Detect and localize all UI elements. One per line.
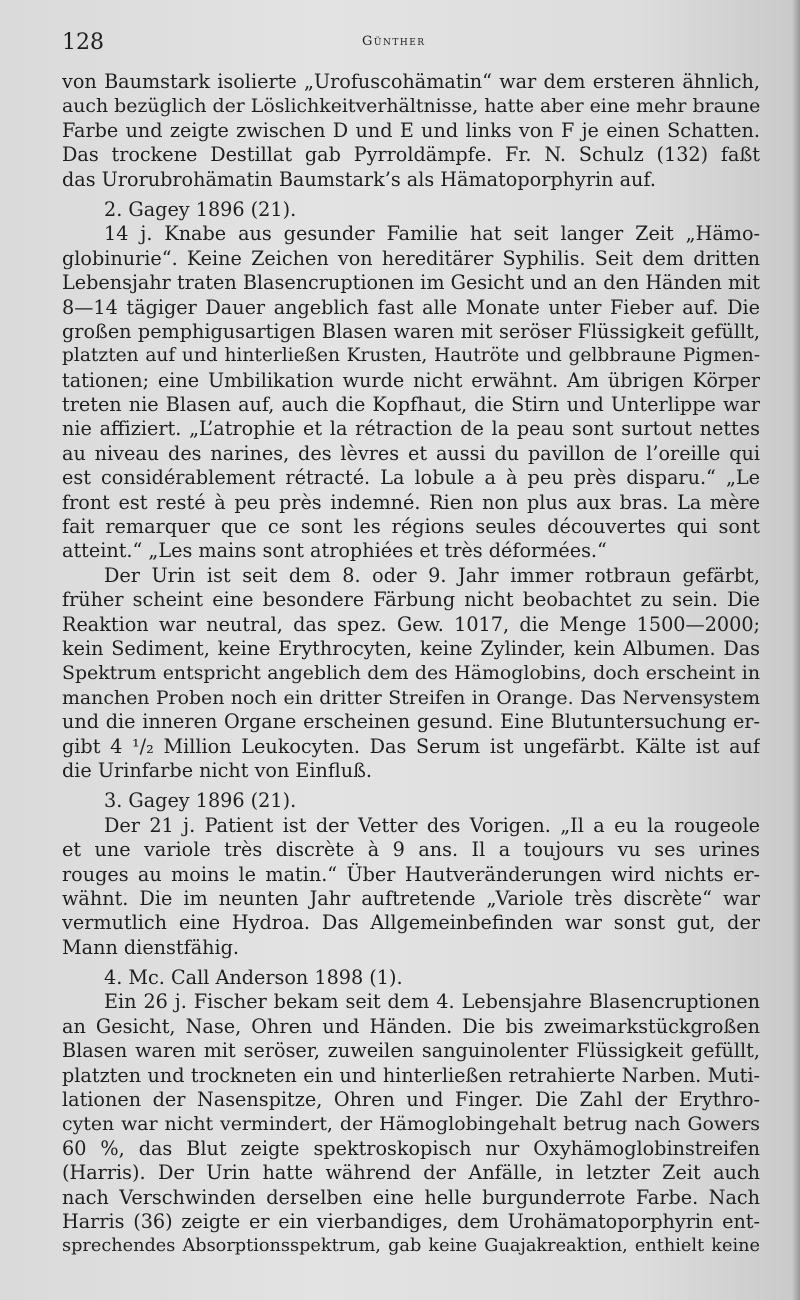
text-line: Blasen waren mit seröser, zuweilen sanguinolenter Flüssigkeit gefüllt, <box>62 1039 760 1063</box>
text-line: auch bezüglich der Löslichkeitverhältnisse, hatte aber eine mehr braune <box>62 95 760 118</box>
text-line: und die inneren Organe erscheinen gesund. Eine Blutuntersuchung er- <box>62 710 760 734</box>
text-line: Das trockene Destillat gab Pyrroldämpfe. Fr. N. Schulz (132) faßt <box>62 143 760 167</box>
text-line: platzten und trockneten ein und hinterließen retrahierte Narben. Muti- <box>62 1063 760 1087</box>
text-line: kein Sediment, keine Erythrocyten, keine Zylinder, kein Albumen. Das <box>62 636 760 660</box>
text-line: 2. Gagey 1896 (21). <box>104 197 297 221</box>
text-line: das Urorubrohämatin Baumstark’s als Hämatoporphyrin auf. <box>62 167 656 191</box>
page-number: 128 <box>62 30 104 55</box>
text-line: Ein 26 j. Fischer bekam seit dem 4. Lebensjahre Blasencruptionen <box>104 990 760 1014</box>
text-line: nach Verschwinden derselben eine helle burgunderrote Farbe. Nach <box>62 1185 760 1209</box>
text-line: 3. Gagey 1896 (21). <box>104 789 297 813</box>
text-line: sprechendes Absorptionsspektrum, gab keine Guajakreaktion, enthielt keine <box>62 1236 760 1257</box>
text-line: die Urinfarbe nicht von Einfluß. <box>62 758 372 782</box>
text-line: tationen; eine Umbilikation wurde nicht erwähnt. Am übrigen Körper <box>62 368 760 392</box>
text-line: Harris (36) zeigte er ein vierbandiges, dem Urohämatoporphyrin ent- <box>62 1209 760 1233</box>
text-line: 4. Mc. Call Anderson 1898 (1). <box>104 966 403 990</box>
text-line: platzten auf und hinterließen Krusten, Hautröte und gelbbraune Pigmen- <box>62 345 760 367</box>
text-line: vermutlich eine Hydroa. Das Allgemeinbefinden war sonst gut, der <box>62 911 760 935</box>
text-line: front est resté à peu près indemné. Rien non plus aux bras. La mère <box>62 490 760 514</box>
text-line: gibt 4 ¹/₂ Million Leukocyten. Das Serum ist ungefärbt. Kälte ist auf <box>62 734 760 758</box>
text-line: Mann dienstfähig. <box>62 935 240 959</box>
text-line: Farbe und zeigte zwischen D und E und links von F je einen Schatten. <box>62 118 760 142</box>
text-line: rouges au moins le matin.“ Über Hautveränderungen wird nichts er- <box>62 862 760 886</box>
text-line: von Baumstark isolierte „Urofuscohämatin“ war dem ersteren ähnlich, <box>62 70 760 93</box>
text-line: treten nie Blasen auf, auch die Kopfhaut, die Stirn und Unterlippe war <box>62 393 760 417</box>
text-line: wähnt. Die im neunten Jahr auftretende „Variole très discrète“ war <box>62 886 760 910</box>
text-line: manchen Proben noch ein dritter Streifen in Orange. Das Nervensystem <box>62 686 760 709</box>
body-text <box>62 70 760 1259</box>
text-line: nie affiziert. „L’atrophie et la rétraction de la peau sont surtout nettes <box>62 417 760 441</box>
text-line: 14 j. Knabe aus gesunder Familie hat seit langer Zeit „Hämo- <box>104 222 760 246</box>
text-line: Reaktion war neutral, das spez. Gew. 1017, die Menge 1500—2000; <box>62 612 760 636</box>
text-line: atteint.“ „Les mains sont atrophiées et très déformées.“ <box>62 539 607 563</box>
text-line: 8—14 tägiger Dauer angeblich fast alle Monate unter Fieber auf. Die <box>62 295 760 319</box>
text-line: et une variole très discrète à 9 ans. Il a toujours vu ses urines <box>62 838 760 862</box>
text-line: cyten war nicht vermindert, der Hämoglobingehalt betrug nach Gowers <box>62 1113 760 1136</box>
text-line: Spektrum entspricht angeblich dem des Hämoglobins, doch erscheint in <box>62 662 760 685</box>
page-header <box>62 26 770 60</box>
text-line: Der 21 j. Patient ist der Vetter des Vorigen. „Il a eu la rougeole <box>104 813 760 837</box>
text-line: (Harris). Der Urin hatte während der Anfälle, in letzter Zeit auch <box>62 1161 760 1185</box>
text-line: Der Urin ist seit dem 8. oder 9. Jahr immer rotbraun gefärbt, <box>104 563 760 587</box>
text-line: großen pemphigusartigen Blasen waren mit seröser Flüssigkeit gefüllt, <box>62 319 760 343</box>
page-edge-shadow <box>792 0 800 1300</box>
text-line: fait remarquer que ce sont les régions seules découvertes qui sont <box>62 515 760 539</box>
text-line: an Gesicht, Nase, Ohren und Händen. Die bis zweimarkstückgroßen <box>62 1014 760 1038</box>
text-line: früher scheint eine besondere Färbung nicht beobachtet zu sein. Die <box>62 588 760 612</box>
text-line: globinurie“. Keine Zeichen von hereditärer Syphilis. Seit dem dritten <box>62 246 760 270</box>
running-head: Günther <box>362 34 426 49</box>
text-line: 60 %, das Blut zeigte spektroskopisch nur Oxyhämoglobinstreifen <box>62 1136 760 1160</box>
text-line: lationen der Nasenspitze, Ohren und Finger. Die Zahl der Erythro- <box>62 1088 760 1112</box>
text-line: au niveau des narines, des lèvres et aussi du pavillon de l’oreille qui <box>62 441 760 465</box>
text-line: Lebensjahr traten Blasencruptionen im Gesicht und an den Händen mit <box>62 271 760 295</box>
text-line: est considérablement rétracté. La lobule a à peu près disparu.“ „Le <box>62 466 760 490</box>
